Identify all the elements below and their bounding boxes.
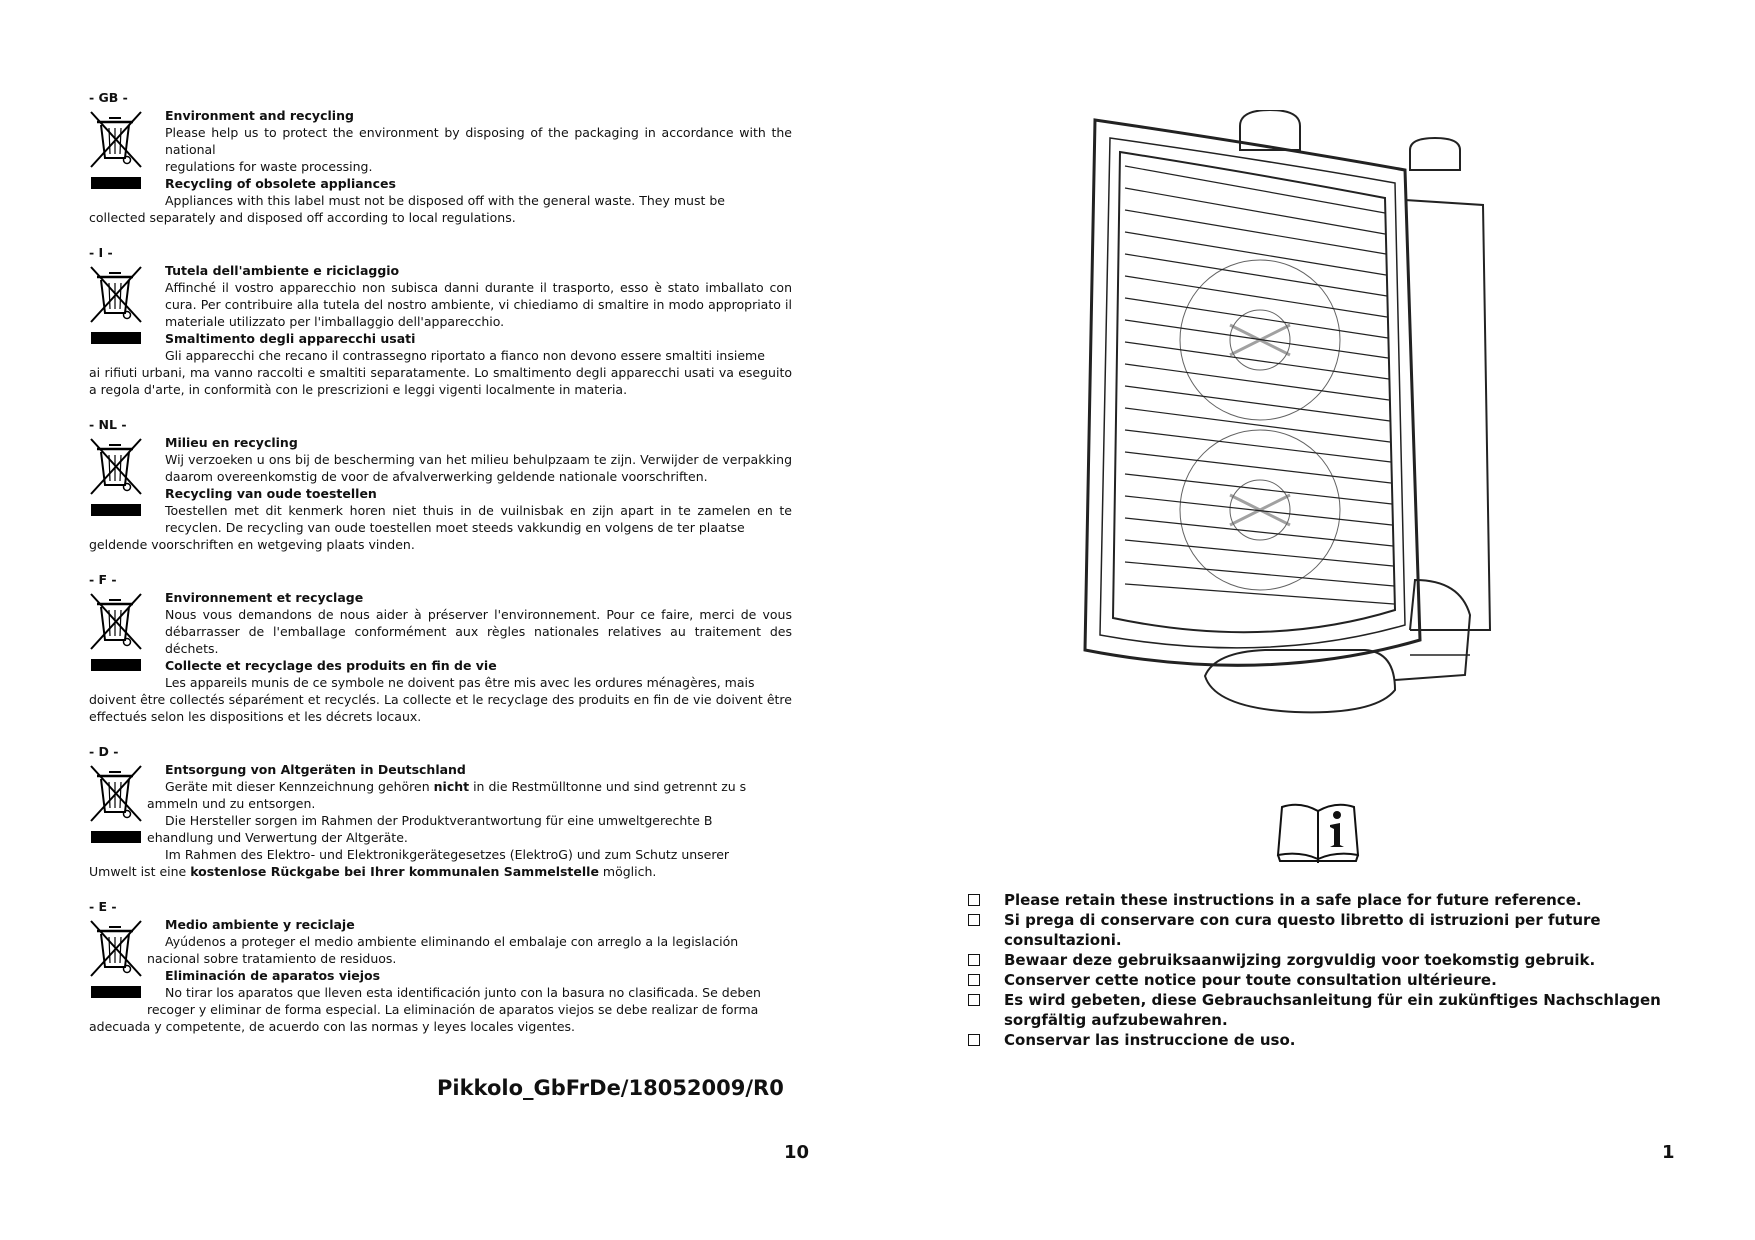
section-heading: Smaltimento degli apparecchi usati — [165, 331, 416, 346]
section-language-label: - E - — [89, 899, 117, 914]
black-bar-marker — [91, 831, 141, 843]
section-heading: Recycling van oude toestellen — [165, 486, 377, 501]
manual-info-icon — [1274, 793, 1362, 869]
section-es — [89, 899, 792, 1035]
section-paragraph: collected separately and disposed off according to local regulations. — [89, 210, 516, 225]
black-bar-marker — [91, 332, 141, 344]
black-bar-marker — [91, 504, 141, 516]
fan-heater-illustration — [1065, 110, 1565, 719]
section-language-label: - GB - — [89, 90, 128, 105]
section-paragraph: Les appareils munis de ce symbole ne doivent pas être mis avec les ordures ménagères, mais — [165, 675, 755, 690]
section-heading: Environment and recycling — [165, 108, 354, 123]
section-language-label: - F - — [89, 572, 117, 587]
page-number-right: 1 — [1662, 1142, 1675, 1163]
waste-bin-crossed-icon — [89, 264, 145, 344]
section-paragraph: Please help us to protect the environment by disposing of the packaging in accordance with the national — [165, 125, 792, 157]
section-heading: Environnement et recyclage — [165, 590, 364, 605]
section-it — [89, 245, 792, 398]
section-paragraph: Umwelt ist eine kostenlose Rückgabe bei Ihrer kommunalen Sammelstelle möglich. — [89, 864, 657, 879]
instruction-item: Es wird gebeten, diese Gebrauchsanleitung für ein zukünftiges Nachschlagen sorgfältig aufzubewahren. — [964, 990, 1664, 1030]
checkbox-bullet-icon — [968, 954, 980, 966]
section-gb — [89, 90, 792, 226]
section-language-label: - I - — [89, 245, 113, 260]
section-paragraph: No tirar los aparatos que lleven esta identificación junto con la basura no clasificada. Se deben — [165, 985, 761, 1000]
instruction-item: Bewaar deze gebruiksaanwijzing zorgvuldig voor toekomstig gebruik. — [964, 950, 1664, 970]
section-paragraph: Die Hersteller sorgen im Rahmen der Produktverantwortung für eine umweltgerechte B — [165, 813, 713, 828]
section-heading: Eliminación de aparatos viejos — [165, 968, 381, 983]
section-heading: Tutela dell'ambiente e riciclaggio — [165, 263, 400, 278]
instruction-item: Please retain these instructions in a safe place for future reference. — [964, 890, 1664, 910]
section-de — [89, 744, 792, 880]
section-heading: Medio ambiente y reciclaje — [165, 917, 355, 932]
checkbox-bullet-icon — [968, 1034, 980, 1046]
section-paragraph: geldende voorschriften en wetgeving plaats vinden. — [89, 537, 415, 552]
waste-bin-crossed-icon — [89, 436, 145, 516]
section-paragraph: ehandlung und Verwertung der Altgeräte. — [147, 830, 408, 845]
section-paragraph: Gli apparecchi che recano il contrassegno riportato a fianco non devono essere smaltiti insieme — [165, 348, 765, 363]
section-nl — [89, 417, 792, 553]
section-heading: Entsorgung von Altgeräten in Deutschland — [165, 762, 466, 777]
section-paragraph: Toestellen met dit kenmerk horen niet thuis in de vuilnisbak en zijn apart in te zamelen en te recyclen. De recycling van oude toestellen moet steeds vakkundig en volgens de ter plaatse — [165, 503, 792, 535]
checkbox-bullet-icon — [968, 974, 980, 986]
waste-bin-crossed-icon — [89, 918, 145, 998]
section-paragraph: nacional sobre tratamiento de residuos. — [147, 951, 397, 966]
page-number-left: 10 — [784, 1142, 810, 1163]
black-bar-marker — [91, 986, 141, 998]
section-paragraph: ammeln und zu entsorgen. — [147, 796, 316, 811]
section-paragraph: Ayúdenos a proteger el medio ambiente eliminando el embalaje con arreglo a la legislación — [165, 934, 739, 949]
section-paragraph: adecuada y competente, de acuerdo con las normas y leyes locales vigentes. — [89, 1019, 576, 1034]
waste-bin-crossed-icon — [89, 109, 145, 189]
black-bar-marker — [91, 659, 141, 671]
section-paragraph: Nous vous demandons de nous aider à préserver l'environnement. Pour ce faire, merci de vous débarrasser de l'emballage conformément aux règles nationales relatives au traitement des déchets. — [165, 607, 792, 656]
section-heading: Recycling of obsolete appliances — [165, 176, 396, 191]
section-paragraph: Affinché il vostro apparecchio non subisca danni durante il trasporto, esso è stato imballato con cura. Per contribuire alla tutela del nostro ambiente, vi chiediamo di smaltire in modo appropriato il materiale utilizzato per l'imballaggio dell'apparecchio. — [165, 280, 792, 329]
section-language-label: - NL - — [89, 417, 127, 432]
section-heading: Collecte et recyclage des produits en fin de vie — [165, 658, 497, 673]
instruction-item: Si prega di conservare con cura questo libretto di istruzioni per future consultazioni. — [964, 910, 1664, 950]
instruction-item: Conservar las instruccione de uso. — [964, 1030, 1664, 1050]
waste-bin-crossed-icon — [89, 591, 145, 671]
document-code: Pikkolo_GbFrDe/18052009/R0 — [437, 1076, 784, 1100]
section-paragraph: ai rifiuti urbani, ma vanno raccolti e smaltiti separatamente. Lo smaltimento degli apparecchi usati va eseguito a regola d'arte, in conformità con le prescrizioni e leggi vigenti localmente in materia. — [89, 365, 792, 397]
instructions-list — [964, 890, 1664, 1050]
section-paragraph: doivent être collectés séparément et recyclés. La collecte et le recyclage des produits en fin de vie doivent être effectués selon les dispositions et les décrets locaux. — [89, 692, 792, 724]
checkbox-bullet-icon — [968, 914, 980, 926]
section-language-label: - D - — [89, 744, 119, 759]
section-paragraph: Im Rahmen des Elektro- und Elektronikgerätegesetzes (ElektroG) und zum Schutz unserer — [165, 847, 730, 862]
checkbox-bullet-icon — [968, 894, 980, 906]
section-fr — [89, 572, 792, 725]
instruction-item: Conserver cette notice pour toute consultation ultérieure. — [964, 970, 1664, 990]
section-paragraph: recoger y eliminar de forma especial. La eliminación de aparatos viejos se debe realizar de forma — [147, 1002, 759, 1017]
black-bar-marker — [91, 177, 141, 189]
checkbox-bullet-icon — [968, 994, 980, 1006]
waste-bin-crossed-icon — [89, 763, 145, 843]
section-paragraph: Wij verzoeken u ons bij de bescherming van het milieu behulpzaam te zijn. Verwijder de verpakking daarom overeenkomstig de voor de afvalverwerking geldende nationale voorschriften. — [165, 452, 792, 484]
section-heading: Milieu en recycling — [165, 435, 298, 450]
section-paragraph: Geräte mit dieser Kennzeichnung gehören nicht in die Restmülltonne und sind getrennt zu s — [165, 779, 747, 794]
section-paragraph: regulations for waste processing. — [165, 159, 373, 174]
left-page — [89, 90, 792, 1054]
section-paragraph: Appliances with this label must not be disposed off with the general waste. They must be — [165, 193, 725, 208]
